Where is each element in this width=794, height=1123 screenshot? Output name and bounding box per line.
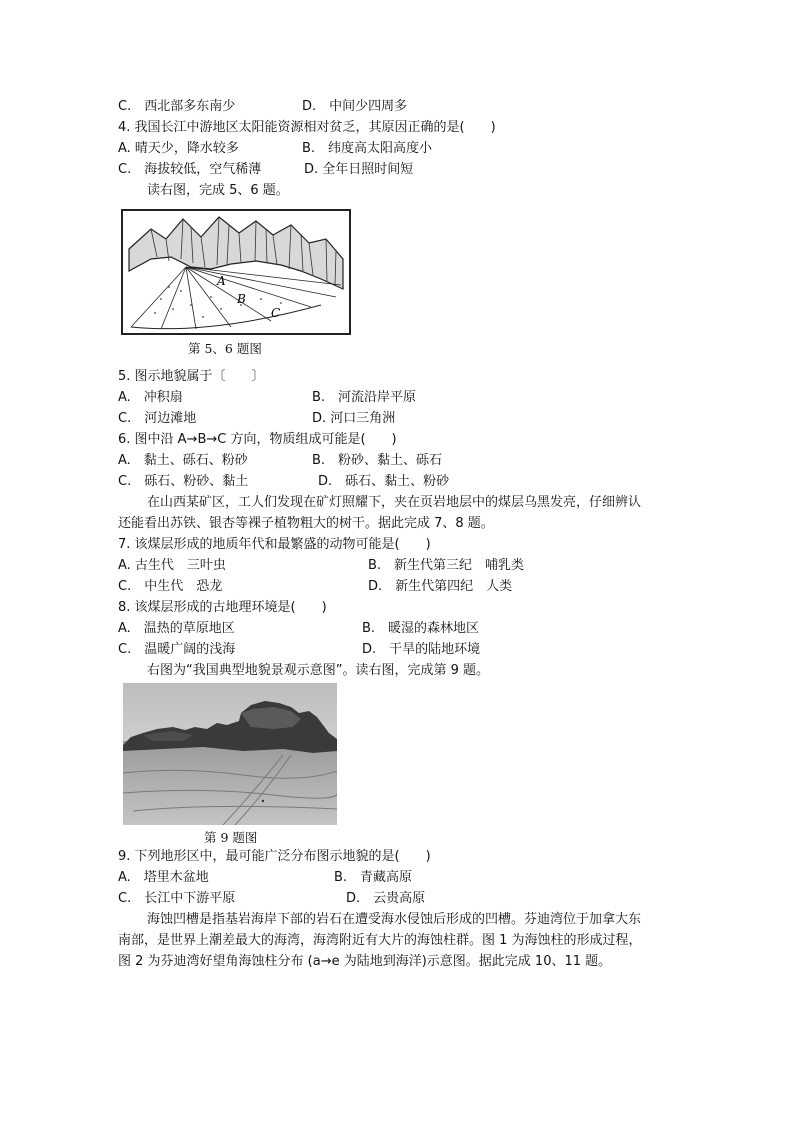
q9-option-c: C. 长江中下游平原: [118, 891, 236, 906]
figure-5-6-caption: 第 5、6 题图: [188, 341, 262, 356]
q3-option-d: D. 中间少四周多: [302, 99, 408, 114]
q5-stem: 5. 图示地貌属于〔 〕: [118, 369, 265, 384]
label-b: B: [237, 292, 246, 306]
alluvial-fan-figure: [121, 209, 351, 335]
q6-stem: 6. 图中沿 A→B→C 方向，物质组成可能是( ): [118, 432, 397, 447]
q9-option-d: D. 云贵高原: [346, 891, 426, 906]
q9-stem: 9. 下列地形区中，最可能广泛分布图示地貌的是( ): [118, 849, 431, 864]
q5-option-a: A. 冲积扇: [118, 390, 183, 405]
q8-option-a: A. 温热的草原地区: [118, 621, 235, 636]
q4-stem: 4. 我国长江中游地区太阳能资源相对贫乏，其原因正确的是( ): [118, 120, 496, 135]
q5-option-b: B. 河流沿岸平原: [312, 390, 417, 405]
intro-q7-8-line2: 还能看出苏铁、银杏等裸子植物粗大的树干。据此完成 7、8 题。: [118, 516, 494, 531]
figure-9-caption: 第 9 题图: [204, 830, 258, 845]
q4-option-a: A. 晴天少，降水较多: [118, 141, 239, 156]
label-a: A: [217, 274, 226, 288]
label-c: C: [271, 306, 281, 320]
landform-photo: [123, 683, 337, 825]
q7-option-c: C. 中生代 恐龙: [118, 579, 223, 594]
q9-option-a: A. 塔里木盆地: [118, 870, 209, 885]
q4-option-c: C. 海拔较低，空气稀薄: [118, 162, 262, 177]
intro-q10-11-line1: 海蚀凹槽是指基岩海岸下部的岩石在遭受海水侵蚀后形成的凹槽。芬迪湾位于加拿大东: [147, 912, 642, 927]
q9-option-b: B. 青藏高原: [334, 870, 413, 885]
q4-option-b: B. 纬度高太阳高度小: [302, 141, 433, 156]
q6-option-a: A. 黏土、砾石、粉砂: [118, 453, 248, 468]
q7-option-b: B. 新生代第三纪 哺乳类: [368, 558, 525, 573]
q6-option-c: C. 砾石、粉砂、黏土: [118, 474, 249, 489]
intro-q5-6: 读右图，完成 5、6 题。: [147, 183, 289, 198]
q7-option-a: A. 古生代 三叶虫: [118, 558, 226, 573]
q8-option-b: B. 暖湿的森林地区: [362, 621, 480, 636]
intro-q9: 右图为“我国典型地貌景观示意图”。读右图，完成第 9 题。: [147, 663, 490, 678]
intro-q10-11-line2: 南部，是世界上潮差最大的海湾，海湾附近有大片的海蚀柱群。图 1 为海蚀柱的形成过程，: [118, 933, 642, 948]
q5-option-c: C. 河边滩地: [118, 411, 197, 426]
q7-option-d: D. 新生代第四纪 人类: [368, 579, 513, 594]
q7-stem: 7. 该煤层形成的地质年代和最繁盛的动物可能是( ): [118, 537, 431, 552]
q5-option-d: D. 河口三角洲: [312, 411, 396, 426]
q3-option-c: C. 西北部多东南少: [118, 99, 236, 114]
q8-option-c: C. 温暖广阔的浅海: [118, 642, 236, 657]
q8-stem: 8. 该煤层形成的古地理环境是( ): [118, 600, 327, 615]
q6-option-d: D. 砾石、黏土、粉砂: [318, 474, 450, 489]
intro-q7-8-line1: 在山西某矿区，工人们发现在矿灯照耀下，夹在页岩地层中的煤层乌黑发亮，仔细辨认: [147, 495, 642, 510]
intro-q10-11-line3: 图 2 为芬迪湾好望角海蚀柱分布 (a→e 为陆地到海洋)示意图。据此完成 10、11 题。: [118, 954, 612, 969]
q6-option-b: B. 粉砂、黏土、砾石: [312, 453, 443, 468]
q8-option-d: D. 干旱的陆地环境: [362, 642, 481, 657]
alluvial-fan-sketch: [121, 209, 351, 335]
q4-option-d: D. 全年日照时间短: [304, 162, 414, 177]
landform-photo-image: [123, 683, 337, 825]
